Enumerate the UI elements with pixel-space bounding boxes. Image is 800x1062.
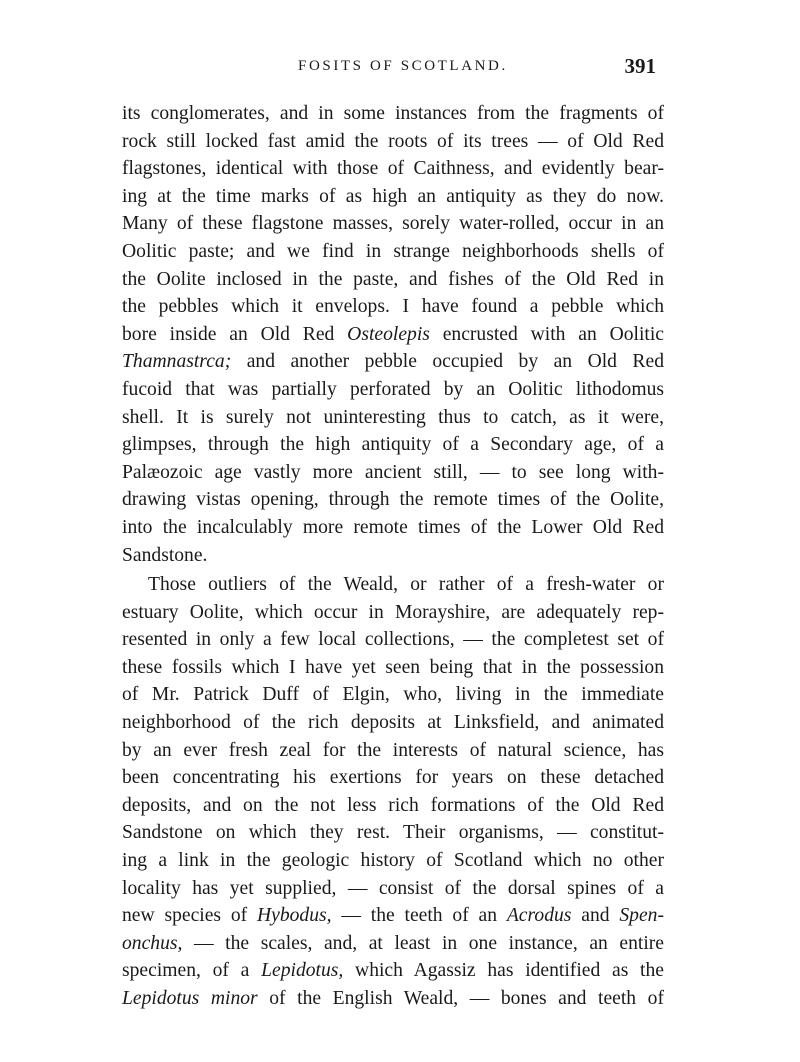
text-line: Sandstone. xyxy=(122,544,208,566)
text-line: glimpses, through the high antiquity of a Secondary age, of a xyxy=(122,434,664,456)
text-line: Those outliers of the Weald, or rather of a fresh-water or xyxy=(148,574,664,596)
text-line: new species of Hybodus, — the teeth of an Acrodus and Spen- xyxy=(122,905,664,927)
text-line: into the incalculably more remote times of the Lower Old Red xyxy=(122,516,664,538)
text-line: by an ever fresh zeal for the interests of natural science, has xyxy=(122,739,664,761)
text-line: deposits, and on the not less rich formations of the Old Red xyxy=(122,794,664,816)
text-line: Sandstone on which they rest. Their organisms, — constitut- xyxy=(122,822,664,844)
text-line: neighborhood of the rich deposits at Linksfield, and animated xyxy=(122,712,664,734)
text-line: fucoid that was partially perforated by an Oolitic lithodomus xyxy=(122,378,664,400)
text-line: been concentrating his exertions for years on these detached xyxy=(122,767,664,789)
text-line: rock still locked fast amid the roots of its trees — of Old Red xyxy=(122,130,664,152)
running-title: FOSITS OF SCOTLAND. xyxy=(298,58,508,74)
paragraph-2 xyxy=(122,571,664,1013)
text-line: onchus, — the scales, and, at least in one instance, an entire xyxy=(122,932,664,954)
text-line: the Oolite inclosed in the paste, and fishes of the Old Red in xyxy=(122,268,664,290)
body-text xyxy=(122,100,664,1013)
paragraph-1 xyxy=(122,100,664,569)
text-line: Many of these flagstone masses, sorely water-rolled, occur in an xyxy=(122,213,664,235)
text-line: the pebbles which it envelops. I have found a pebble which xyxy=(122,296,664,318)
text-line: these fossils which I have yet seen being that in the possession xyxy=(122,656,664,678)
text-line: Lepidotus minor of the English Weald, — bones and teeth of xyxy=(122,988,664,1009)
text-line: Oolitic paste; and we find in strange neighborhoods shells of xyxy=(122,240,664,262)
text-line: Thamnastrca; and another pebble occupied by an Old Red xyxy=(122,351,664,373)
text-line: specimen, of a Lepidotus, which Agassiz has identified as the xyxy=(122,960,664,982)
text-line: drawing vistas opening, through the remote times of the Oolite, xyxy=(122,489,664,511)
text-line: ing at the time marks of as high an antiquity as they do now. xyxy=(122,185,664,207)
text-line: its conglomerates, and in some instances from the fragments of xyxy=(122,103,664,124)
text-line: shell. It is surely not uninteresting thus to catch, as it were, xyxy=(122,406,664,428)
running-head xyxy=(120,54,660,84)
text-line: resented in only a few local collections, — the completest set of xyxy=(122,629,664,651)
text-line: Palæozoic age vastly more ancient still, — to see long with- xyxy=(122,461,664,483)
text-line: flagstones, identical with those of Caithness, and evidently bear- xyxy=(122,158,664,180)
page-number: 391 xyxy=(624,54,656,78)
text-line: bore inside an Old Red Osteolepis encrusted with an Oolitic xyxy=(122,323,664,345)
text-line: estuary Oolite, which occur in Morayshire, are adequately rep- xyxy=(122,601,664,623)
text-line: locality has yet supplied, — consist of the dorsal spines of a xyxy=(122,877,664,899)
text-line: ing a link in the geologic history of Scotland which no other xyxy=(122,850,664,872)
text-line: of Mr. Patrick Duff of Elgin, who, living in the immediate xyxy=(122,684,664,706)
